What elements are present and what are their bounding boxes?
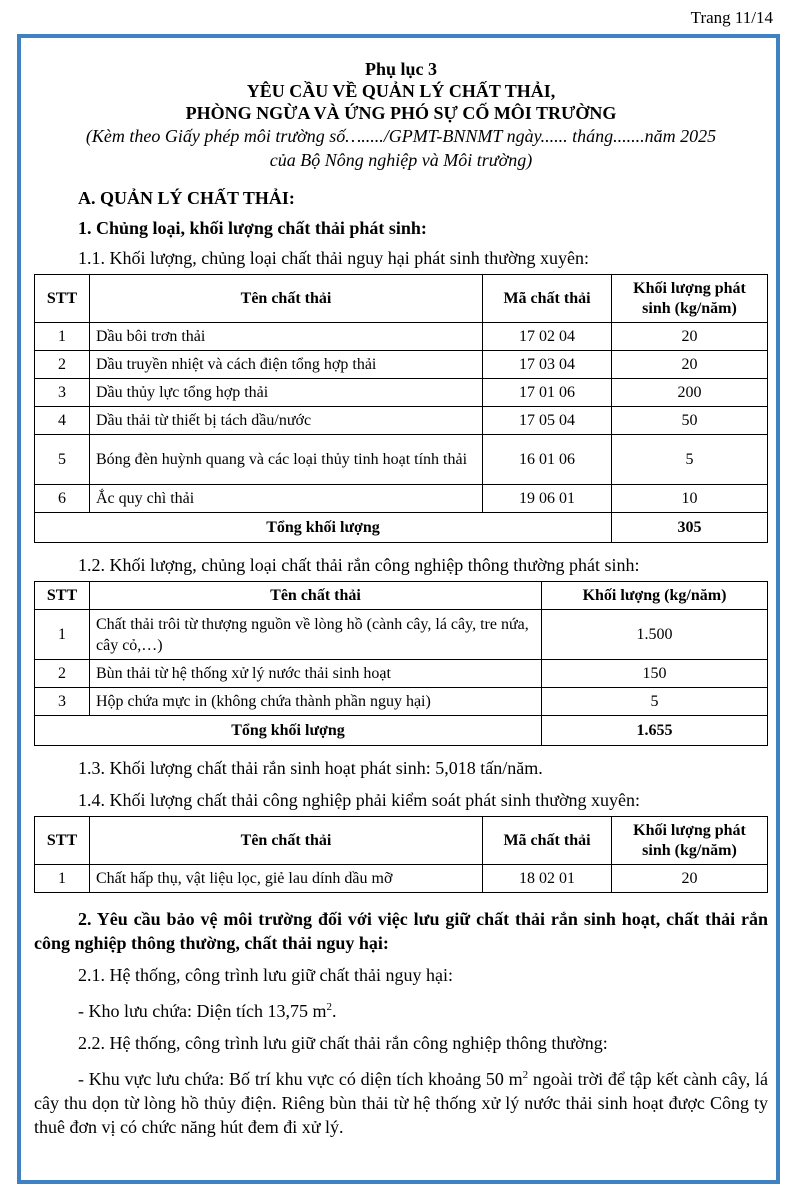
section-1-heading: 1. Chủng loại, khối lượng chất thải phát sinh: xyxy=(78,218,427,238)
superscript: 2 xyxy=(522,1069,529,1081)
cell-amount: 10 xyxy=(612,485,768,513)
cell-stt: 5 xyxy=(35,435,90,485)
table-row xyxy=(35,351,768,379)
title-line-1: YÊU CẦU VỀ QUẢN LÝ CHẤT THẢI, xyxy=(246,81,556,101)
subtitle-line-1: (Kèm theo Giấy phép môi trường số…...../GPMT-BNNMT ngày...... tháng.......năm 2025 xyxy=(85,126,717,146)
cell-stt: 2 xyxy=(35,660,90,688)
header-stt: STT xyxy=(35,817,90,865)
cell-code: 17 03 04 xyxy=(483,351,612,379)
total-value: 1.655 xyxy=(542,716,768,746)
cell-stt: 6 xyxy=(35,485,90,513)
table-row xyxy=(35,610,768,660)
table-total-row xyxy=(35,716,768,746)
section-2-heading: 2. Yêu cầu bảo vệ môi trường đối với việc lưu giữ chất thải rắn sinh hoạt, chất thải rắn công nghiệp thông thường, chất thải nguy hại: xyxy=(34,909,768,953)
cell-code: 18 02 01 xyxy=(483,865,612,893)
table-total-row xyxy=(35,513,768,543)
cell-code: 17 05 04 xyxy=(483,407,612,435)
cell-stt: 4 xyxy=(35,407,90,435)
subsection-2-2: 2.2. Hệ thống, công trình lưu giữ chất thải rắn công nghiệp thông thường: xyxy=(78,1033,608,1053)
appendix-label: Phụ lục 3 xyxy=(364,59,438,79)
total-label: Tổng khối lượng xyxy=(35,716,542,746)
cell-amount: 20 xyxy=(612,865,768,893)
cell-amount: 1.500 xyxy=(542,610,768,660)
industrial-waste-table xyxy=(34,581,768,746)
cell-amount: 5 xyxy=(542,688,768,716)
cell-code: 17 01 06 xyxy=(483,379,612,407)
table-row xyxy=(35,688,768,716)
cell-stt: 2 xyxy=(35,351,90,379)
header-amount: Khối lượng (kg/năm) xyxy=(542,582,768,610)
subsection-1-3: 1.3. Khối lượng chất thải rắn sinh hoạt phát sinh: 5,018 tấn/năm. xyxy=(78,758,543,778)
subsection-1-2: 1.2. Khối lượng, chủng loại chất thải rắn công nghiệp thông thường phát sinh: xyxy=(78,555,640,575)
cell-code: 17 02 04 xyxy=(483,323,612,351)
header-code: Mã chất thải xyxy=(483,275,612,323)
table-row xyxy=(35,435,768,485)
header-name: Tên chất thải xyxy=(90,817,483,865)
cell-stt: 1 xyxy=(35,610,90,660)
cell-stt: 1 xyxy=(35,865,90,893)
table-row xyxy=(35,323,768,351)
cell-stt: 3 xyxy=(35,379,90,407)
cell-amount: 20 xyxy=(612,323,768,351)
cell-name: Dầu truyền nhiệt và cách điện tổng hợp thải xyxy=(90,351,483,379)
cell-code: 16 01 06 xyxy=(483,435,612,485)
subsection-1-1: 1.1. Khối lượng, chủng loại chất thải nguy hại phát sinh thường xuyên: xyxy=(78,248,589,268)
cell-name: Dầu thủy lực tổng hợp thải xyxy=(90,379,483,407)
page-number: Trang 11/14 xyxy=(690,8,773,27)
subsection-1-4: 1.4. Khối lượng chất thải công nghiệp phải kiểm soát phát sinh thường xuyên: xyxy=(78,790,640,810)
header-stt: STT xyxy=(35,582,90,610)
cell-amount: 200 xyxy=(612,379,768,407)
header-name: Tên chất thải xyxy=(90,275,483,323)
table-row xyxy=(35,379,768,407)
cell-name: Bùn thải từ hệ thống xử lý nước thải sinh hoạt xyxy=(90,660,542,688)
header-stt: STT xyxy=(35,275,90,323)
title-line-2: PHÒNG NGỪA VÀ ỨNG PHÓ SỰ CỐ MÔI TRƯỜNG xyxy=(185,103,617,123)
storage-item-industrial-part1: - Khu vực lưu chứa: Bố trí khu vực có diện tích khoảng 50 m xyxy=(78,1069,523,1089)
total-value: 305 xyxy=(612,513,768,543)
subtitle-line-2: của Bộ Nông nghiệp và Môi trường) xyxy=(269,150,533,170)
storage-item-hazardous xyxy=(34,995,768,1023)
hazardous-waste-table xyxy=(34,274,768,543)
header-name: Tên chất thải xyxy=(90,582,542,610)
section-a-heading: A. QUẢN LÝ CHẤT THẢI: xyxy=(78,188,295,208)
subsection-2-1: 2.1. Hệ thống, công trình lưu giữ chất thải nguy hại: xyxy=(78,965,453,985)
table-header-row xyxy=(35,817,768,865)
document-body xyxy=(34,56,768,1139)
cell-name: Chất thải trôi từ thượng nguồn về lòng hồ (cành cây, lá cây, tre nứa, cây cỏ,…) xyxy=(90,610,542,660)
header-amount: Khối lượng phát sinh (kg/năm) xyxy=(612,817,768,865)
storage-item-hazardous-end: . xyxy=(331,1001,337,1021)
table-row xyxy=(35,485,768,513)
cell-name: Ắc quy chì thải xyxy=(90,485,483,513)
cell-name: Dầu bôi trơn thải xyxy=(90,323,483,351)
header-code: Mã chất thải xyxy=(483,817,612,865)
table-row xyxy=(35,660,768,688)
cell-stt: 1 xyxy=(35,323,90,351)
table-row xyxy=(35,865,768,893)
storage-item-industrial-part2: ngoài trời để tập kết cành cây, lá cây thu dọn từ lòng hồ thủy điện. Riêng bùn thải từ hệ thống xử lý nước thải sinh hoạt được Công ty thuê đơn vị có chức năng hút đem đi xử lý. xyxy=(34,1069,768,1137)
storage-item-hazardous-text: - Kho lưu chứa: Diện tích 13,75 m xyxy=(78,1001,327,1021)
cell-amount: 50 xyxy=(612,407,768,435)
header-amount: Khối lượng phát sinh (kg/năm) xyxy=(612,275,768,323)
cell-stt: 3 xyxy=(35,688,90,716)
cell-amount: 5 xyxy=(612,435,768,485)
cell-amount: 20 xyxy=(612,351,768,379)
cell-name: Bóng đèn huỳnh quang và các loại thủy tinh hoạt tính thải xyxy=(90,435,483,485)
cell-name: Hộp chứa mực in (không chứa thành phần nguy hại) xyxy=(90,688,542,716)
cell-code: 19 06 01 xyxy=(483,485,612,513)
cell-name: Chất hấp thụ, vật liệu lọc, giẻ lau dính dầu mỡ xyxy=(90,865,483,893)
cell-name: Dầu thải từ thiết bị tách dầu/nước xyxy=(90,407,483,435)
cell-amount: 150 xyxy=(542,660,768,688)
table-header-row xyxy=(35,275,768,323)
table-header-row xyxy=(35,582,768,610)
controlled-waste-table xyxy=(34,816,768,893)
table-row xyxy=(35,407,768,435)
storage-item-industrial xyxy=(34,1063,768,1139)
superscript: 2 xyxy=(326,1001,332,1013)
total-label: Tổng khối lượng xyxy=(35,513,612,543)
